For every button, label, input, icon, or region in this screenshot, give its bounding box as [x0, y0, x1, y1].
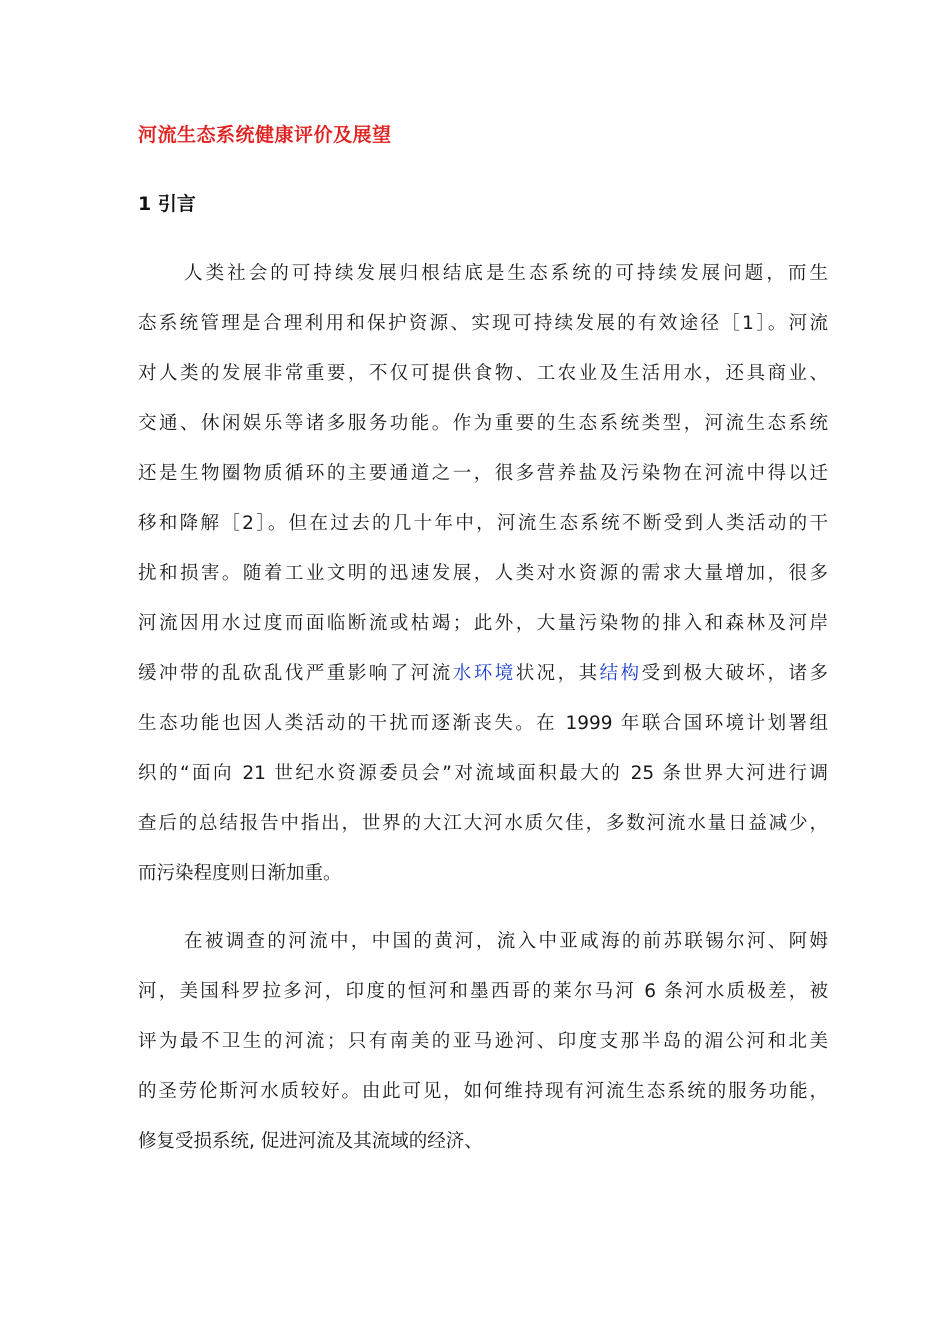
paragraph-line: 态系统管理是合理利用和保护资源、实现可持续发展的有效途径［1］。河流 — [138, 313, 828, 334]
link-water-environment[interactable]: 水环境 — [452, 663, 516, 684]
paragraph-line: 对人类的发展非常重要，不仅可提供食物、工农业及生活用水，还具商业、 — [138, 363, 828, 384]
section-heading: 1 引言 — [138, 193, 196, 215]
paragraph-line: 人类社会的可持续发展归根结底是生态系统的可持续发展问题，而生 — [184, 263, 828, 284]
line-text: 缓冲带的乱砍乱伐严重影响了河流 — [138, 663, 453, 684]
line-text: 状况，其 — [515, 663, 600, 684]
paragraph-line: 修复受损系统, 促进河流及其流域的经济、 — [138, 1131, 483, 1152]
paragraph-line: 交通、休闲娱乐等诸多服务功能。作为重要的生态系统类型，河流生态系统 — [138, 413, 828, 434]
paragraph-line: 的圣劳伦斯河水质较好。由此可见，如何维持现有河流生态系统的服务功能， — [138, 1081, 828, 1102]
paragraph-line: 河，美国科罗拉多河，印度的恒河和墨西哥的莱尔马河 6 条河水质极差，被 — [138, 981, 828, 1002]
paragraph-line: 在被调查的河流中，中国的黄河，流入中亚咸海的前苏联锡尔河、阿姆 — [184, 931, 828, 952]
paragraph-line: 生态功能也因人类活动的干扰而逐渐丧失。在 1999 年联合国环境计划署组 — [138, 713, 828, 734]
paragraph-line: 织的“面向 21 世纪水资源委员会”对流域面积最大的 25 条世界大河进行调 — [138, 763, 828, 784]
paragraph-line: 而污染程度则日渐加重。 — [138, 863, 342, 884]
document-title: 河流生态系统健康评价及展望 — [138, 124, 392, 146]
paragraph-line-with-links — [138, 649, 828, 699]
paragraph-line: 移和降解［2］。但在过去的几十年中，河流生态系统不断受到人类活动的干 — [138, 513, 828, 534]
link-structure[interactable]: 结构 — [599, 663, 642, 684]
line-text: 受到极大破坏，诸多 — [641, 663, 828, 684]
paragraph-line: 还是生物圈物质循环的主要通道之一，很多营养盐及污染物在河流中得以迁 — [138, 463, 828, 484]
paragraph-line: 查后的总结报告中指出，世界的大江大河水质欠佳，多数河流水量日益减少， — [138, 813, 828, 834]
paragraph-line: 河流因用水过度而面临断流或枯竭；此外，大量污染物的排入和森林及河岸 — [138, 613, 828, 634]
paragraph-introduction — [138, 249, 828, 899]
paragraph-survey — [138, 917, 828, 1167]
paragraph-line: 评为最不卫生的河流；只有南美的亚马逊河、印度支那半岛的湄公河和北美 — [138, 1031, 828, 1052]
paragraph-line: 扰和损害。随着工业文明的迅速发展，人类对水资源的需求大量增加，很多 — [138, 563, 828, 584]
